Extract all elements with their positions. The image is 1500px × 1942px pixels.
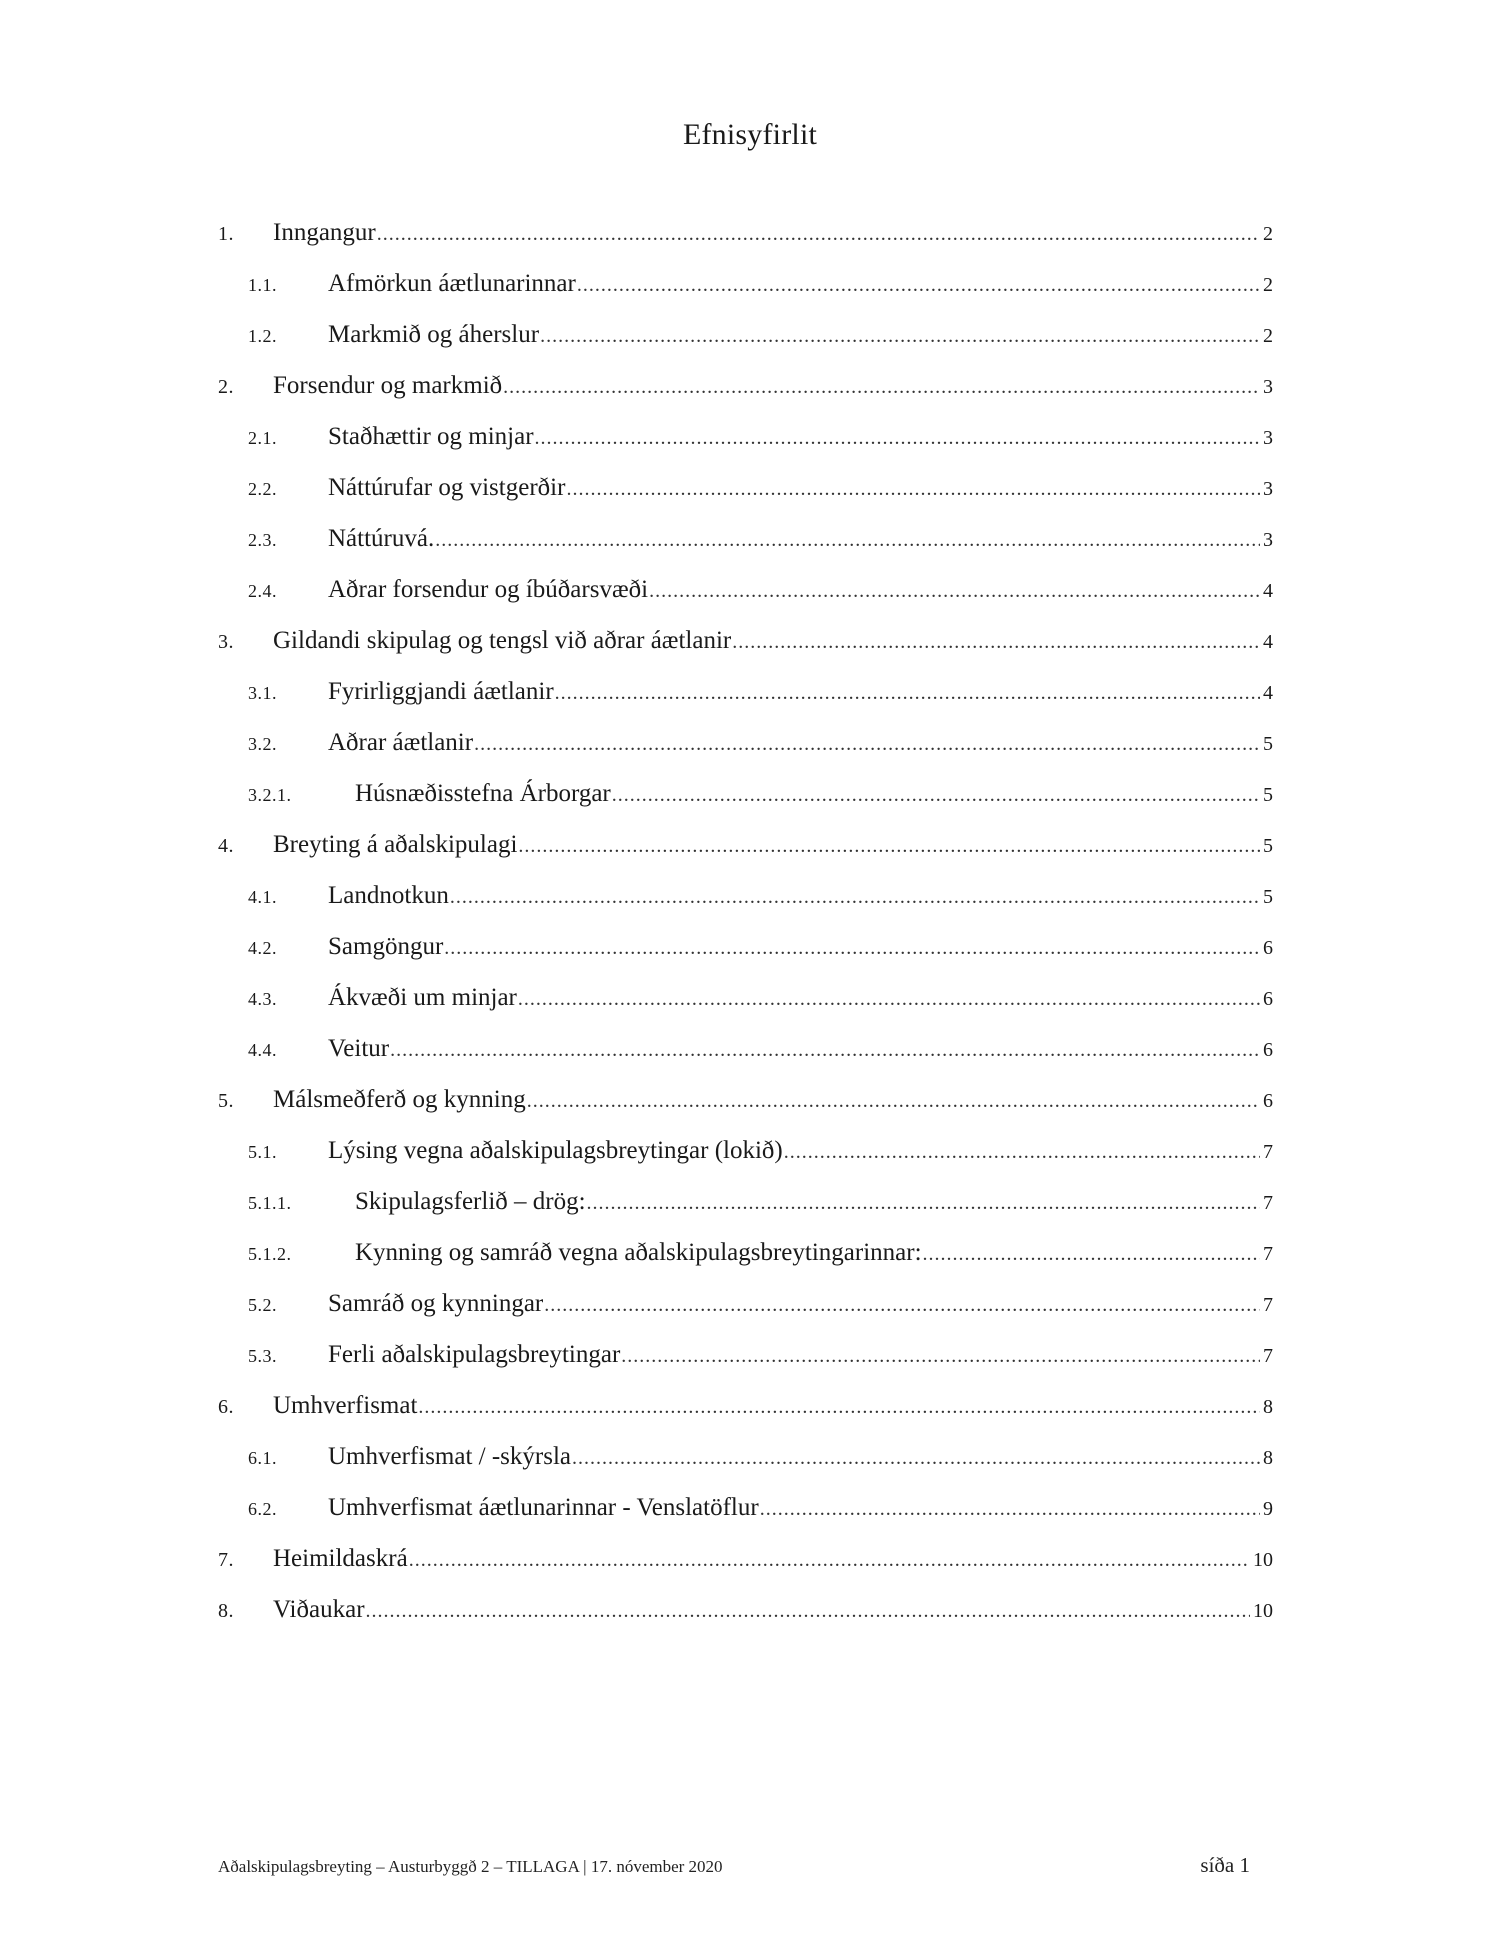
toc-page-number: 5	[1263, 835, 1273, 857]
toc-label: Aðrar forsendur og íbúðarsvæði	[328, 576, 649, 603]
toc-leader	[732, 627, 1260, 657]
toc-page-number: 8	[1263, 1396, 1273, 1418]
toc-page-number: 3	[1263, 427, 1273, 449]
toc-leader	[474, 729, 1260, 759]
toc-label: Inngangur	[273, 219, 376, 246]
toc-leader	[760, 1494, 1260, 1524]
toc-leader	[572, 1443, 1260, 1473]
toc-number: 2.	[218, 376, 234, 398]
toc-label: Landnotkun	[328, 882, 449, 909]
toc-leader	[418, 1392, 1260, 1422]
toc-entry[interactable]	[218, 626, 1273, 656]
toc-number: 5.1.2.	[248, 1244, 292, 1264]
toc-number: 3.2.	[248, 734, 277, 754]
toc-number: 3.1.	[248, 683, 277, 703]
toc-entry[interactable]	[248, 1187, 1273, 1217]
toc-entry[interactable]	[248, 1289, 1273, 1319]
toc-page-number: 6	[1263, 1090, 1273, 1112]
toc-page-number: 7	[1263, 1192, 1273, 1214]
toc-page-number: 3	[1263, 376, 1273, 398]
toc-page-number: 4	[1263, 682, 1273, 704]
toc-leader	[649, 576, 1260, 606]
toc-number: 8.	[218, 1600, 234, 1622]
toc-number: 2.3.	[248, 530, 277, 550]
toc-entry[interactable]	[248, 1340, 1273, 1370]
toc-number: 2.1.	[248, 428, 277, 448]
toc-label: Heimildaskrá	[273, 1545, 408, 1572]
toc-entry[interactable]	[248, 422, 1273, 452]
toc-leader	[923, 1239, 1260, 1269]
toc-label: Umhverfismat áætlunarinnar - Venslatöflur	[328, 1494, 759, 1521]
toc-label: Málsmeðferð og kynning	[273, 1086, 526, 1113]
toc-entry[interactable]	[218, 1544, 1273, 1574]
toc-label: Skipulagsferlið – drög:	[355, 1188, 586, 1215]
toc-entry[interactable]	[248, 932, 1273, 962]
toc-label: Umhverfismat / -skýrsla	[328, 1443, 572, 1470]
toc-leader	[390, 1035, 1260, 1065]
toc-page-number: 8	[1263, 1447, 1273, 1469]
toc-leader	[444, 933, 1260, 963]
toc-number: 1.2.	[248, 326, 277, 346]
toc-leader	[535, 423, 1260, 453]
toc-number: 4.1.	[248, 887, 277, 907]
toc-entry[interactable]	[248, 1238, 1273, 1268]
toc-entry[interactable]	[218, 1085, 1273, 1115]
toc-leader	[566, 474, 1260, 504]
toc-label: Lýsing vegna aðalskipulagsbreytingar (lokið)	[328, 1137, 783, 1164]
toc-page-number: 5	[1263, 886, 1273, 908]
toc-number: 5.1.	[248, 1142, 277, 1162]
toc-label: Markmið og áherslur	[328, 321, 540, 348]
toc-label: Samgöngur	[328, 933, 444, 960]
toc-entry[interactable]	[248, 320, 1273, 350]
toc-leader	[366, 1596, 1250, 1626]
toc-leader	[450, 882, 1260, 912]
toc-number: 5.3.	[248, 1346, 277, 1366]
toc-page-number: 4	[1263, 631, 1273, 653]
toc-label: Fyrirliggjandi áætlanir	[328, 678, 554, 705]
toc-page-number: 3	[1263, 478, 1273, 500]
toc-label: Afmörkun áætlunarinnar	[328, 270, 576, 297]
toc-entry[interactable]	[248, 881, 1273, 911]
toc-number: 3.	[218, 631, 234, 653]
toc-leader	[518, 984, 1260, 1014]
toc-leader	[377, 219, 1260, 249]
footer-page-number: síða 1	[1200, 1853, 1250, 1877]
toc-number: 1.1.	[248, 275, 277, 295]
toc-number: 3.2.1.	[248, 785, 292, 805]
toc-page-number: 4	[1263, 580, 1273, 602]
toc-entry[interactable]	[248, 1034, 1273, 1064]
toc-entry[interactable]	[248, 983, 1273, 1013]
toc-label: Viðaukar	[273, 1596, 365, 1623]
toc-label: Aðrar áætlanir	[328, 729, 474, 756]
toc-label: Breyting á aðalskipulagi	[273, 831, 518, 858]
toc-entry[interactable]	[248, 473, 1273, 503]
toc-leader	[518, 831, 1260, 861]
toc-number: 5.	[218, 1090, 234, 1112]
toc-entry[interactable]	[248, 269, 1273, 299]
toc-page-number: 5	[1263, 733, 1273, 755]
toc-entry[interactable]	[248, 575, 1273, 605]
toc-page-number: 7	[1263, 1294, 1273, 1316]
toc-number: 5.2.	[248, 1295, 277, 1315]
toc-leader	[621, 1341, 1260, 1371]
toc-entry[interactable]	[248, 1493, 1273, 1523]
toc-entry[interactable]	[248, 677, 1273, 707]
toc-page-number: 2	[1263, 325, 1273, 347]
toc-label: Gildandi skipulag og tengsl við aðrar áætlanir	[273, 627, 732, 654]
toc-label: Veitur	[328, 1035, 390, 1062]
toc-leader	[503, 372, 1260, 402]
toc-entry[interactable]	[218, 371, 1273, 401]
toc-leader	[544, 1290, 1260, 1320]
toc-leader	[577, 270, 1260, 300]
toc-leader	[555, 678, 1260, 708]
toc-label: Náttúrufar og vistgerðir	[328, 474, 566, 501]
toc-label: Ákvæði um minjar	[328, 984, 517, 1011]
toc-entry[interactable]	[218, 1391, 1273, 1421]
toc-page-number: 6	[1263, 1039, 1273, 1061]
toc-leader	[435, 525, 1260, 555]
toc-leader	[612, 780, 1260, 810]
toc-page-number: 10	[1253, 1600, 1273, 1622]
toc-page-number: 3	[1263, 529, 1273, 551]
toc-label: Kynning og samráð vegna aðalskipulagsbreytingarinnar:	[355, 1239, 922, 1266]
toc-label: Forsendur og markmið	[273, 372, 503, 399]
toc-entry[interactable]	[248, 728, 1273, 758]
toc-entry[interactable]	[218, 1595, 1273, 1625]
toc-label: Húsnæðisstefna Árborgar	[355, 780, 611, 807]
toc-number: 6.1.	[248, 1448, 277, 1468]
toc-label: Ferli aðalskipulagsbreytingar	[328, 1341, 621, 1368]
toc-number: 7.	[218, 1549, 234, 1571]
toc-number: 2.2.	[248, 479, 277, 499]
toc-entry[interactable]	[248, 1136, 1273, 1166]
toc-leader	[784, 1137, 1260, 1167]
toc-label: Samráð og kynningar	[328, 1290, 544, 1317]
toc-number: 6.2.	[248, 1499, 277, 1519]
toc-page-number: 6	[1263, 937, 1273, 959]
footer-document-info: Aðalskipulagsbreyting – Austurbyggð 2 – TILLAGA | 17. nóvember 2020	[218, 1857, 723, 1876]
toc-number: 6.	[218, 1396, 234, 1418]
page-title: Efnisyfirlit	[682, 118, 818, 151]
toc-page-number: 6	[1263, 988, 1273, 1010]
toc-number: 4.4.	[248, 1040, 277, 1060]
toc-number: 4.	[218, 835, 234, 857]
toc-leader	[527, 1086, 1260, 1116]
toc-entry[interactable]	[248, 524, 1273, 554]
toc-number: 4.2.	[248, 938, 277, 958]
toc-entry[interactable]	[218, 218, 1273, 248]
toc-entry[interactable]	[248, 1442, 1273, 1472]
toc-entry[interactable]	[218, 830, 1273, 860]
toc-leader	[540, 321, 1260, 351]
toc-page-number: 2	[1263, 274, 1273, 296]
toc-page-number: 9	[1263, 1498, 1273, 1520]
toc-label: Náttúruvá.	[328, 525, 435, 552]
toc-number: 2.4.	[248, 581, 277, 601]
toc-page-number: 10	[1253, 1549, 1273, 1571]
toc-page-number: 2	[1263, 223, 1273, 245]
toc-leader	[409, 1545, 1250, 1575]
toc-number: 4.3.	[248, 989, 277, 1009]
toc-entry[interactable]	[248, 779, 1273, 809]
toc-page-number: 7	[1263, 1345, 1273, 1367]
toc-number: 5.1.1.	[248, 1193, 292, 1213]
toc-page-number: 5	[1263, 784, 1273, 806]
toc-label: Umhverfismat	[273, 1392, 418, 1419]
toc-page-number: 7	[1263, 1141, 1273, 1163]
toc-number: 1.	[218, 223, 234, 245]
toc-label: Staðhættir og minjar	[328, 423, 534, 450]
toc-leader	[587, 1188, 1260, 1218]
toc-page-number: 7	[1263, 1243, 1273, 1265]
